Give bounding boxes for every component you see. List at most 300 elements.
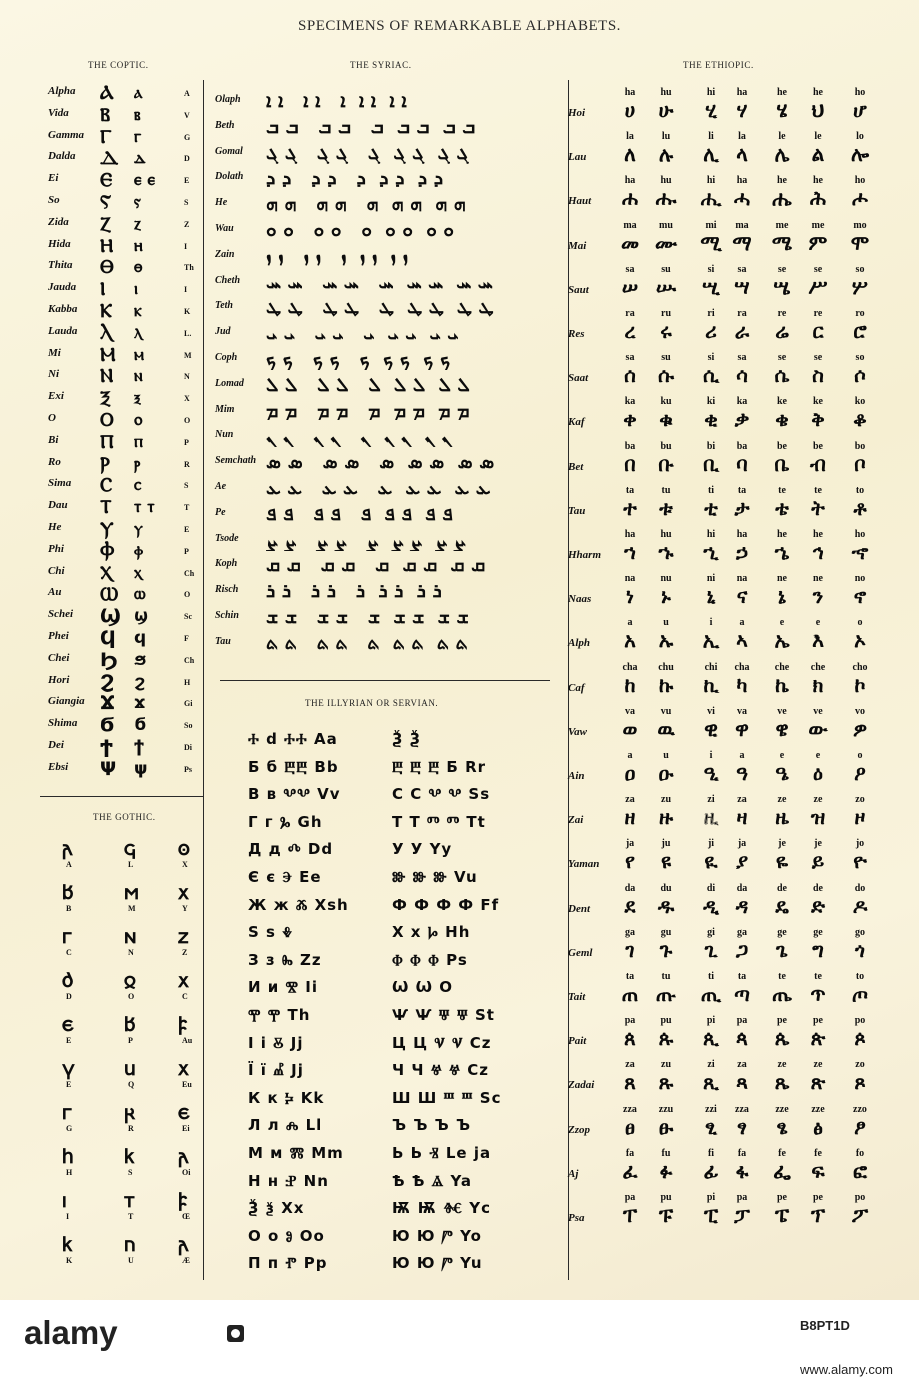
ethiopic-syllable: ke — [813, 396, 823, 408]
coptic-latin: D — [184, 154, 190, 164]
ethiopic-syllable: zze — [775, 1103, 789, 1115]
ethiopic-syllable: cho — [852, 661, 868, 673]
coptic-capital: Ⲝ — [100, 387, 111, 410]
coptic-letter-name: Kabba — [48, 303, 78, 315]
ethiopic-syllable: ge — [813, 926, 823, 938]
ethiopic-syllable: bi — [706, 440, 716, 452]
syriac-letter-name: Lomad — [215, 377, 244, 389]
gothic-letter: 𐌴 — [62, 1012, 74, 1036]
coptic-small: ⲧ ⲧ — [134, 497, 155, 518]
ethiopic-glyph: ጻ — [736, 1070, 748, 1095]
ethiopic-letter-name: Tait — [568, 991, 586, 1003]
ethiopic-syllable: ga — [737, 926, 747, 938]
coptic-small: ϣ — [134, 606, 149, 627]
servian-left-group: П п Ⱂ Pp — [248, 1254, 328, 1273]
ethiopic-glyph: ጌ — [776, 937, 788, 962]
coptic-latin: Di — [184, 743, 192, 752]
ethiopic-syllable: ra — [737, 308, 747, 319]
ethiopic-syllable: pe — [813, 1192, 823, 1203]
ethiopic-syllable: ga — [625, 926, 635, 938]
ethiopic-glyph: ዮ — [853, 849, 867, 874]
ethiopic-glyph: ሔ — [772, 186, 792, 211]
syriac-letter-name: Beth — [215, 119, 235, 131]
ethiopic-syllable: fa — [737, 1147, 747, 1159]
servian-right-group: Х х Ⱈ Hh — [392, 923, 471, 942]
ethiopic-syllable: te — [778, 971, 786, 982]
ethiopic-glyph: ዙ — [658, 805, 674, 830]
ethiopic-glyph: ፅ — [813, 1114, 823, 1139]
ethiopic-glyph: ዳ — [735, 893, 749, 918]
syriac-glyphs: ܝ ܝ ܝ ܝ ܝ ܝ ܝ ܝ ܝ — [266, 322, 459, 345]
coptic-small: ⲩ — [134, 519, 143, 539]
ethiopic-glyph: ለ — [624, 142, 636, 167]
ethiopic-glyph: ጹ — [658, 1070, 674, 1095]
stock-footer — [0, 1300, 919, 1390]
ethiopic-syllable: ko — [854, 396, 866, 408]
ethiopic-syllable: so — [855, 263, 865, 275]
ethiopic-syllable: du — [660, 882, 672, 894]
gothic-latin: Au — [182, 1036, 193, 1045]
syriac-glyphs: ܚ ܚ ܚ ܚ ܚ ܚ ܚ ܚ ܚ — [266, 270, 493, 293]
ethiopic-glyph: ህ — [811, 98, 825, 122]
coptic-small: ⲕ — [134, 301, 142, 321]
ethiopic-glyph: ዴ — [775, 893, 789, 918]
ethiopic-glyph: ጦ — [851, 982, 869, 1006]
ethiopic-glyph: ኂ — [703, 540, 719, 564]
gothic-letter: 𐌰 — [178, 1144, 189, 1168]
servian-left-group: Ⰹ Ⰹ Th — [248, 1006, 311, 1024]
coptic-latin: Gi — [184, 699, 193, 709]
coptic-letter-name: Ebsi — [48, 760, 69, 773]
coptic-latin: O — [184, 590, 191, 600]
servian-right-group: Ѭ Ѭ Ⱙ Yc — [392, 1199, 492, 1218]
ethiopic-syllable: he — [813, 529, 823, 540]
ethiopic-glyph: ተ — [623, 495, 637, 520]
coptic-small: ⲗ — [134, 322, 143, 343]
coptic-capital: Ⲅ — [100, 125, 112, 148]
ethiopic-syllable: zzi — [705, 1103, 717, 1115]
ethiopic-syllable: ze — [813, 1059, 823, 1071]
ethiopic-glyph: ፀ — [625, 1114, 635, 1139]
ethiopic-glyph: ት — [811, 495, 825, 520]
ethiopic-glyph: ኡ — [658, 628, 674, 653]
ethiopic-syllable: pu — [660, 1015, 672, 1027]
servian-left-group: К к Ⰽ Kk — [248, 1088, 325, 1107]
ethiopic-syllable: hi — [706, 87, 716, 98]
ethiopic-glyph: ሠ — [621, 274, 639, 299]
syriac-glyphs: ܣ ܣ ܣ ܣ ܣ ܣ ܣ ܣ ܣ — [266, 451, 495, 474]
page-title: SPECIMENS OF REMARKABLE ALPHABETS. — [298, 18, 621, 34]
ethiopic-glyph: ቢ — [703, 451, 719, 476]
servian-right-group: С С Ⰲ Ⰲ Ss — [392, 785, 491, 804]
ethiopic-syllable: ra — [625, 308, 635, 319]
ethiopic-syllable: je — [778, 838, 786, 850]
ethiopic-glyph: ዱ — [657, 893, 675, 918]
ethiopic-letter-name: Alph — [568, 637, 591, 650]
servian-left-group: Л л Ⰾ Ll — [248, 1116, 323, 1135]
ethiopic-glyph: ኤ — [774, 628, 790, 653]
syriac-letter-name: Pe — [215, 506, 226, 518]
coptic-latin: M — [184, 350, 192, 360]
ethiopic-glyph: ዲ — [703, 893, 719, 918]
ethiopic-letter-name: Hoi — [568, 107, 586, 119]
coptic-small: ⲭ — [134, 562, 142, 583]
ethiopic-glyph: ሄ — [776, 98, 788, 122]
syriac-glyphs: ܘ ܘ ܘ ܘ ܘ ܘ ܘ ܘ ܘ — [266, 219, 455, 241]
coptic-capital: Ϣ — [100, 605, 121, 628]
gothic-letter: 𐍂 — [124, 1100, 135, 1124]
coptic-small: ⲃ — [134, 104, 141, 125]
coptic-capital: Ⲫ — [100, 539, 115, 562]
coptic-small: ⲓ — [134, 279, 139, 300]
gothic-latin: T — [128, 1212, 134, 1221]
ethiopic-syllable: di — [706, 882, 716, 894]
gothic-latin: B — [66, 904, 72, 913]
ethiopic-glyph: ኁ — [658, 540, 674, 564]
ethiopic-syllable: no — [854, 573, 866, 585]
ethiopic-syllable: nu — [660, 573, 672, 585]
ethiopic-syllable: fe — [814, 1147, 822, 1159]
coptic-latin: N — [184, 372, 190, 382]
coptic-small: ⲋ — [134, 192, 141, 212]
ethiopic-syllable: o — [857, 750, 863, 761]
gothic-latin: Eu — [182, 1080, 192, 1089]
ethiopic-syllable: ba — [736, 440, 748, 452]
syriac-letter-name: Mim — [215, 403, 235, 415]
ethiopic-glyph: ሣ — [734, 274, 750, 299]
coptic-letter-name: Dalda — [48, 150, 76, 163]
ethiopic-glyph: ሮ — [853, 319, 867, 343]
ethiopic-syllable: he — [777, 87, 787, 98]
coptic-letter-name: Schei — [48, 608, 74, 621]
ethiopic-glyph: ሒ — [700, 186, 722, 211]
syriac-letter-name: Zain — [215, 248, 235, 260]
ethiopic-glyph: ዘ — [624, 805, 636, 830]
ethiopic-syllable: ho — [854, 87, 866, 98]
gothic-letter: 𐍇 — [178, 1056, 189, 1080]
coptic-letter-name: Bi — [48, 433, 59, 446]
ethiopic-glyph: ጶ — [854, 1026, 866, 1051]
syriac-glyphs: ܢ ܢ ܢ ܢ ܢ ܢ ܢ ܢ ܢ — [266, 425, 452, 448]
ethiopic-glyph: ኖ — [853, 584, 867, 609]
gothic-letter: 𐍈 — [178, 836, 190, 860]
ethiopic-glyph: ዞ — [854, 805, 866, 830]
ethiopic-syllable: ze — [813, 794, 823, 806]
coptic-letter-name: Chi — [48, 564, 65, 577]
syriac-glyphs: ܪ ܪ ܪ ܪ ܪ ܪ ܪ ܪ ܪ — [266, 580, 442, 603]
ethiopic-glyph: ዕ — [813, 761, 823, 785]
ethiopic-syllable: go — [855, 926, 865, 938]
ethiopic-glyph: ዑ — [658, 761, 674, 785]
gothic-letter: 𐌲 — [62, 924, 72, 948]
syriac-letter-name: He — [215, 197, 228, 209]
gothic-latin: Œ — [182, 1212, 190, 1221]
ethiopic-glyph: ሬ — [775, 319, 789, 343]
ethiopic-glyph: ቅ — [811, 407, 825, 432]
gothic-latin: Æ — [182, 1256, 190, 1265]
ethiopic-syllable: u — [663, 617, 669, 629]
coptic-latin: Ch — [184, 655, 195, 665]
gothic-latin: Oi — [182, 1168, 191, 1177]
syriac-glyphs: ܒ ܒ ܒ ܒ ܒ ܒ ܒ ܒ ܒ — [266, 115, 476, 138]
ethiopic-syllable: te — [778, 484, 786, 496]
coptic-latin: X — [184, 394, 190, 404]
ethiopic-syllable: ta — [625, 971, 635, 982]
ethiopic-syllable: na — [736, 573, 748, 585]
ethiopic-syllable: le — [778, 131, 786, 143]
ethiopic-glyph: ፃ — [737, 1114, 747, 1139]
servian-left-group: Ѕ ѕ Ⰷ — [248, 923, 294, 942]
ethiopic-glyph: ድ — [811, 893, 825, 918]
ethiopic-syllable: ho — [854, 175, 866, 187]
ethiopic-letter-name: Pait — [568, 1035, 587, 1048]
coptic-capital: Ⲍ — [100, 212, 111, 235]
coptic-capital: Ⲧ — [100, 496, 112, 519]
coptic-capital: Ⲣ — [100, 452, 110, 475]
ethiopic-glyph: ቆ — [853, 407, 867, 432]
ethiopic-glyph: ዚ — [703, 805, 719, 830]
site-url: www.alamy.com — [800, 1362, 893, 1377]
ethiopic-syllable: ni — [706, 573, 716, 585]
ethiopic-syllable: o — [857, 617, 863, 629]
coptic-letter-name: Phei — [48, 630, 69, 642]
gothic-latin: Q — [128, 1080, 135, 1089]
ethiopic-syllable: cha — [622, 661, 638, 673]
coptic-latin: Th — [184, 263, 194, 273]
camera-icon — [227, 1325, 244, 1342]
coptic-latin: K — [184, 307, 191, 316]
ethiopic-syllable: te — [814, 484, 822, 496]
coptic-capital: Ⲭ — [100, 561, 113, 584]
coptic-small: ⲑ — [134, 257, 143, 278]
rule-syriac-ethiopic — [568, 80, 569, 1280]
ethiopic-syllable: fi — [707, 1147, 715, 1159]
coptic-capital: Ⲡ — [100, 430, 114, 453]
ethiopic-glyph: ፓ — [734, 1203, 750, 1227]
ethiopic-glyph: ላ — [736, 142, 748, 167]
ethiopic-glyph: ፉ — [659, 1158, 673, 1183]
ethiopic-syllable: ha — [736, 529, 748, 540]
ethiopic-syllable: sa — [625, 263, 635, 275]
coptic-letter-name: Shima — [48, 717, 78, 730]
ethiopic-syllable: zo — [855, 794, 865, 806]
ethiopic-letter-name: Haut — [568, 195, 592, 208]
gothic-latin: R — [128, 1124, 134, 1133]
coptic-small: ⲇ — [134, 148, 146, 169]
ethiopic-syllable: he — [777, 175, 787, 187]
ethiopic-syllable: ji — [707, 838, 715, 850]
servian-right-group: Ь Ь Ⱐ Le ja — [392, 1144, 492, 1162]
ethiopic-glyph: ቡ — [658, 451, 674, 476]
ethiopic-syllable: za — [625, 1059, 635, 1071]
ethiopic-glyph: ፁ — [658, 1114, 674, 1139]
ethiopic-syllable: la — [626, 131, 634, 143]
ethiopic-syllable: pi — [706, 1015, 716, 1027]
ethiopic-glyph: ዬ — [775, 849, 789, 874]
gothic-letter: 𐌱 — [62, 880, 74, 904]
ethiopic-syllable: a — [627, 617, 633, 629]
ethiopic-glyph: ጵ — [810, 1026, 826, 1051]
ethiopic-syllable: ha — [624, 529, 636, 540]
ethiopic-syllable: ba — [624, 440, 636, 452]
ethiopic-syllable: ro — [855, 308, 865, 319]
ethiopic-glyph: ክ — [812, 672, 824, 697]
ethiopic-glyph: ዒ — [703, 761, 719, 785]
ethiopic-syllable: ge — [777, 926, 787, 938]
ethiopic-glyph: ፖ — [851, 1203, 869, 1227]
ethiopic-syllable: za — [737, 1059, 747, 1071]
ethiopic-glyph: ወ — [622, 716, 638, 741]
ethiopic-syllable: pa — [736, 1015, 748, 1027]
ethiopic-glyph: ሦ — [852, 274, 868, 299]
gothic-latin: I — [66, 1212, 70, 1221]
ethiopic-glyph: ቄ — [775, 407, 789, 432]
ethiopic-glyph: ሑ — [655, 186, 677, 211]
ethiopic-syllable: ru — [661, 308, 671, 319]
ethiopic-syllable: ze — [777, 1059, 787, 1071]
ethiopic-syllable: he — [813, 175, 823, 187]
coptic-latin: S — [184, 198, 189, 207]
syriac-letter-name: Schin — [215, 610, 239, 621]
rule-syriac-servian — [220, 680, 550, 681]
ethiopic-syllable: ha — [736, 175, 748, 187]
servian-left-group: О о Ⱁ Oo — [248, 1226, 325, 1245]
syriac-glyphs: ܛ ܛ ܛ ܛ ܛ ܛ ܛ ܛ ܛ — [266, 296, 494, 319]
ethiopic-syllable: se — [813, 352, 823, 364]
servian-left-group: Н н Ⱀ Nn — [248, 1171, 329, 1190]
servian-right-group: Ш Ш Ⱎ Ⱎ Sc — [392, 1088, 502, 1107]
ethiopic-syllable: va — [625, 705, 635, 717]
ethiopic-glyph: ሃ — [736, 98, 748, 122]
ethiopic-letter-name: Zzop — [568, 1123, 590, 1136]
ethiopic-glyph: ዝ — [810, 805, 826, 830]
coptic-letter-name: Exi — [48, 390, 64, 403]
watermark-logo: alamy — [24, 1314, 118, 1351]
coptic-latin: R — [184, 459, 190, 469]
ethiopic-glyph: ም — [808, 230, 828, 255]
ethiopic-glyph: ከ — [624, 672, 636, 697]
ethiopic-glyph: ፑ — [658, 1203, 674, 1227]
coptic-small: ⲝ — [134, 388, 141, 409]
ethiopic-glyph: ሂ — [705, 98, 717, 122]
ethiopic-glyph: ፆ — [854, 1114, 866, 1139]
ethiopic-glyph: ሙ — [654, 230, 678, 255]
coptic-letter-name: Hori — [48, 673, 70, 686]
ethiopic-glyph: ዛ — [736, 805, 748, 830]
ethiopic-glyph: ኣ — [736, 628, 748, 653]
ethiopic-syllable: gu — [660, 926, 672, 938]
coptic-letter-name: Vida — [48, 106, 69, 119]
coptic-letter-name: Ni — [48, 368, 59, 381]
ethiopic-letter-name: Psa — [568, 1212, 585, 1224]
coptic-small: ϭ — [134, 715, 147, 736]
gothic-letter: 𐍉 — [124, 968, 136, 992]
ethiopic-syllable: ja — [625, 838, 635, 850]
coptic-latin: A — [184, 89, 190, 98]
coptic-latin: G — [184, 132, 191, 142]
ethiopic-glyph: ካ — [736, 672, 748, 697]
coptic-small: ϩ — [134, 671, 146, 692]
ethiopic-glyph: ጳ — [735, 1026, 749, 1051]
ethiopic-syllable: zzu — [658, 1103, 674, 1115]
servian-left-group: Г г Ⰳ Gh — [248, 812, 323, 831]
ethiopic-syllable: mo — [853, 219, 867, 231]
ethiopic-letter-name: Vaw — [568, 725, 587, 738]
ethiopic-syllable: do — [854, 882, 866, 894]
coptic-letter-name: Lauda — [48, 324, 78, 337]
ethiopic-syllable: cha — [734, 661, 750, 673]
ethiopic-syllable: i — [709, 750, 713, 761]
ethiopic-syllable: be — [777, 440, 787, 452]
servian-left-group: З з Ⰸ Zz — [248, 950, 322, 969]
ethiopic-glyph: ጱ — [658, 1026, 674, 1051]
coptic-letter-name: Zida — [48, 215, 69, 228]
gothic-latin: O — [128, 992, 135, 1001]
ethiopic-glyph: ዩ — [661, 849, 671, 874]
ethiopic-syllable: zza — [735, 1103, 749, 1115]
syriac-glyphs: ܬ ܬ ܬ ܬ ܬ ܬ ܬ ܬ ܬ — [266, 631, 468, 654]
ethiopic-glyph: ብ — [810, 451, 826, 476]
ethiopic-glyph: ሜ — [771, 230, 793, 255]
ethiopic-glyph: ጤ — [772, 982, 792, 1006]
ethiopic-glyph: ኮ — [854, 672, 866, 697]
gothic-latin: N — [128, 948, 134, 957]
coptic-capital: Ϩ — [100, 670, 114, 693]
ethiopic-syllable: se — [777, 352, 787, 364]
ethiopic-glyph: ኔ — [778, 584, 786, 609]
ethiopic-syllable: i — [709, 617, 713, 629]
ethiopic-glyph: ቀ — [623, 407, 637, 432]
ethiopic-glyph: ና — [736, 584, 748, 609]
ethiopic-glyph: ቶ — [853, 495, 867, 520]
ethiopic-syllable: fu — [661, 1147, 671, 1159]
ethiopic-glyph: ፂ — [705, 1114, 717, 1139]
gothic-latin: X — [182, 860, 188, 869]
ethiopic-syllable: ja — [737, 838, 747, 850]
ethiopic-syllable: to — [855, 484, 865, 496]
coptic-latin: Ch — [184, 568, 195, 578]
ethiopic-syllable: ze — [777, 794, 787, 806]
ethiopic-glyph: ያ — [735, 849, 749, 874]
ethiopic-glyph: ዖ — [854, 761, 866, 785]
coptic-small: ⲡ — [134, 431, 143, 452]
syriac-letter-name: Gomal — [215, 145, 243, 157]
ethiopic-syllable: hu — [660, 87, 672, 98]
coptic-latin: Sc — [184, 612, 192, 622]
coptic-latin: E — [184, 525, 190, 534]
ethiopic-syllable: mi — [705, 219, 717, 231]
gothic-latin: L — [128, 860, 134, 869]
ethiopic-syllable: ke — [777, 396, 787, 408]
ethiopic-syllable: te — [814, 971, 822, 982]
ethiopic-glyph: ሳ — [736, 363, 748, 388]
ethiopic-glyph: ሰ — [624, 363, 636, 388]
ethiopic-glyph: ር — [812, 319, 824, 343]
coptic-latin: Z — [184, 219, 190, 229]
ethiopic-glyph: ኒ — [706, 584, 716, 609]
coptic-small: ⲙ — [134, 344, 145, 365]
ethiopic-glyph: ጾ — [854, 1070, 866, 1095]
ethiopic-glyph: ጥ — [810, 982, 826, 1006]
ethiopic-glyph: እ — [812, 628, 824, 653]
coptic-capital: Ⲩ — [100, 518, 114, 540]
ethiopic-syllable: li — [708, 131, 714, 143]
ethiopic-syllable: bo — [854, 440, 866, 452]
coptic-small: ϧ — [134, 649, 147, 670]
ethiopic-syllable: vo — [855, 705, 865, 717]
ethiopic-glyph: ሌ — [774, 142, 790, 167]
ethiopic-glyph: ሪ — [705, 319, 717, 343]
